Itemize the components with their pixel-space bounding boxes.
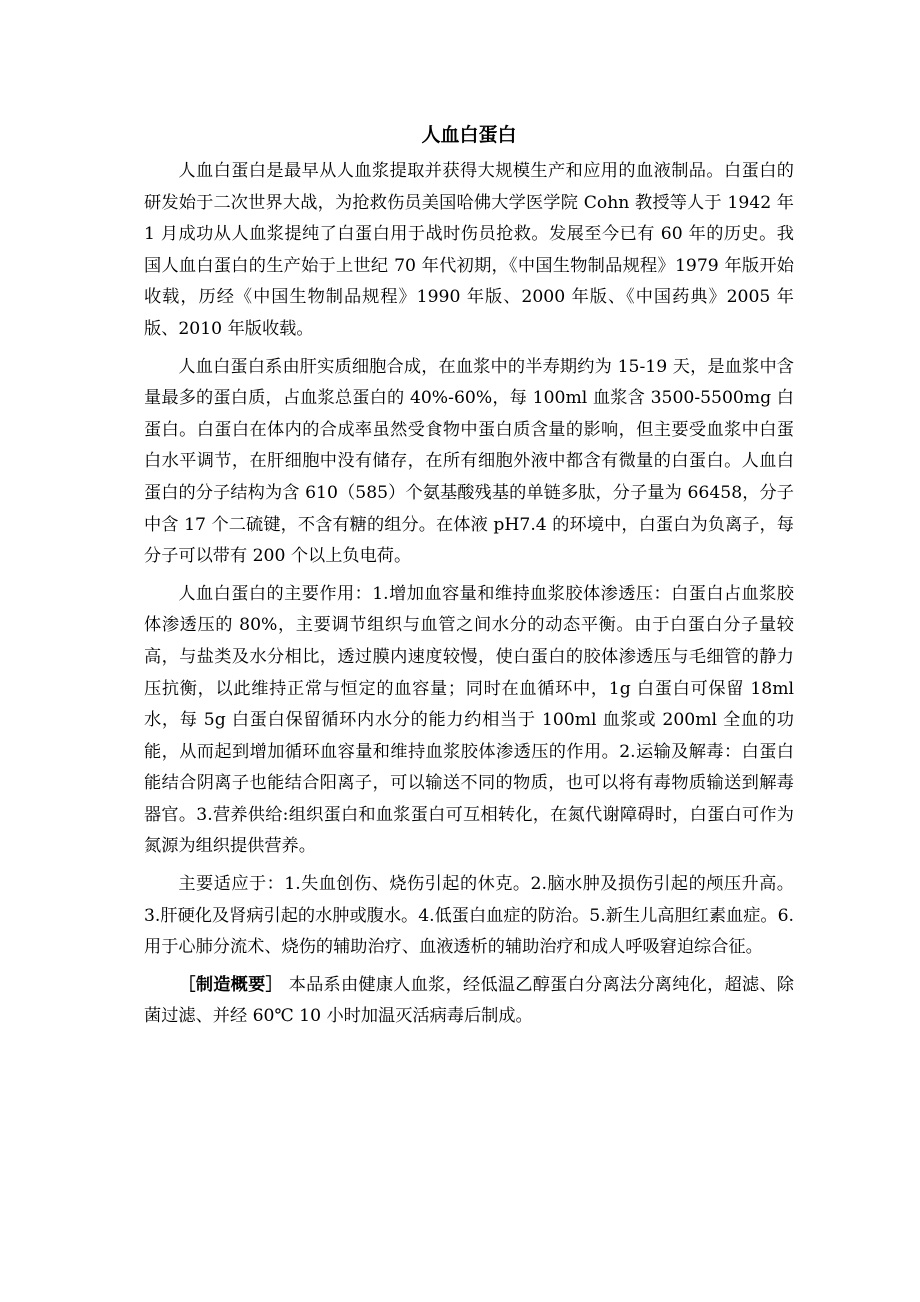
document-title: 人血白蛋白	[421, 124, 517, 146]
paragraph-indications: 主要适应于：1.失血创伤、烧伤引起的休克。2.脑水肿及损伤引起的颅压升高。3.肝硬化及肾病引起的水肿或腹水。4.低蛋白血症的防治。5.新生儿高胆红素血症。6.用于心肺分流术、烧伤的辅助治疗、血液透析的辅助治疗和成人呼吸窘迫综合征。	[144, 874, 794, 958]
document-page	[144, 118, 794, 1039]
paragraph-functions: 人血白蛋白的主要作用：1.增加血容量和维持血浆胶体渗透压：白蛋白占血浆胶体渗透压的 80%，主要调节组织与血管之间水分的动态平衡。由于白蛋白分子量较高，与盐类及水分相比，透过膜内速度较慢，使白蛋白的胶体渗透压与毛细管的静力压抗衡，以此维持正常与恒定的血容量；同时在血循环中，1g 白蛋白可保留 18ml 水，每 5g 白蛋白保留循环内水分的能力约相当于 100ml 血浆或 200ml 全血的功能，从而起到增加循环血容量和维持血浆胶体渗透压的作用。2.运输及解毒：白蛋白能结合阴离子也能结合阳离子，可以输送不同的物质，也可以将有毒物质输送到解毒器官。3.营养供给:组织蛋白和血浆蛋白可互相转化，在氮代谢障碍时，白蛋白可作为氮源为组织提供营养。	[144, 583, 794, 857]
paragraph-properties: 人血白蛋白系由肝实质细胞合成，在血浆中的半寿期约为 15-19 天，是血浆中含量最多的蛋白质，占血浆总蛋白的 40%-60%，每 100ml 血浆含 3500-5500mg 白蛋白。白蛋白在体内的合成率虽然受食物中蛋白质含量的影响，但主要受血浆中白蛋白水平调节，在肝细胞中没有储存，在所有细胞外液中都含有微量的白蛋白。人血白蛋白的分子结构为含 610（585）个氨基酸残基的单链多肽，分子量为 66458，分子中含 17 个二硫键，不含有糖的组分。在体液 pH7.4 的环境中，白蛋白为负离子，每分子可以带有 200 个以上负电荷。	[144, 356, 794, 567]
paragraph-manufacture	[144, 970, 794, 1033]
manufacture-text: 本品系由健康人血浆，经低温乙醇蛋白分离法分离纯化，超滤、除菌过滤、并经 60℃ 10 小时加温灭活病毒后制成。	[144, 974, 794, 1027]
manufacture-label: ［制造概要］	[178, 974, 283, 995]
paragraph-history: 人血白蛋白是最早从人血浆提取并获得大规模生产和应用的血液制品。白蛋白的研发始于二次世界大战，为抢救伤员美国哈佛大学医学院 Cohn 教授等人于 1942 年 1 月成功从人血浆提纯了白蛋白用于战时伤员抢救。发展至今已有 60 年的历史。我国人血白蛋白的生产始于上世纪 70 年代初期，《中国生物制品规程》1979 年版开始收载，历经《中国生物制品规程》1990 年版、2000 年版、《中国药典》2005 年版、2010 年版收载。	[144, 161, 794, 339]
